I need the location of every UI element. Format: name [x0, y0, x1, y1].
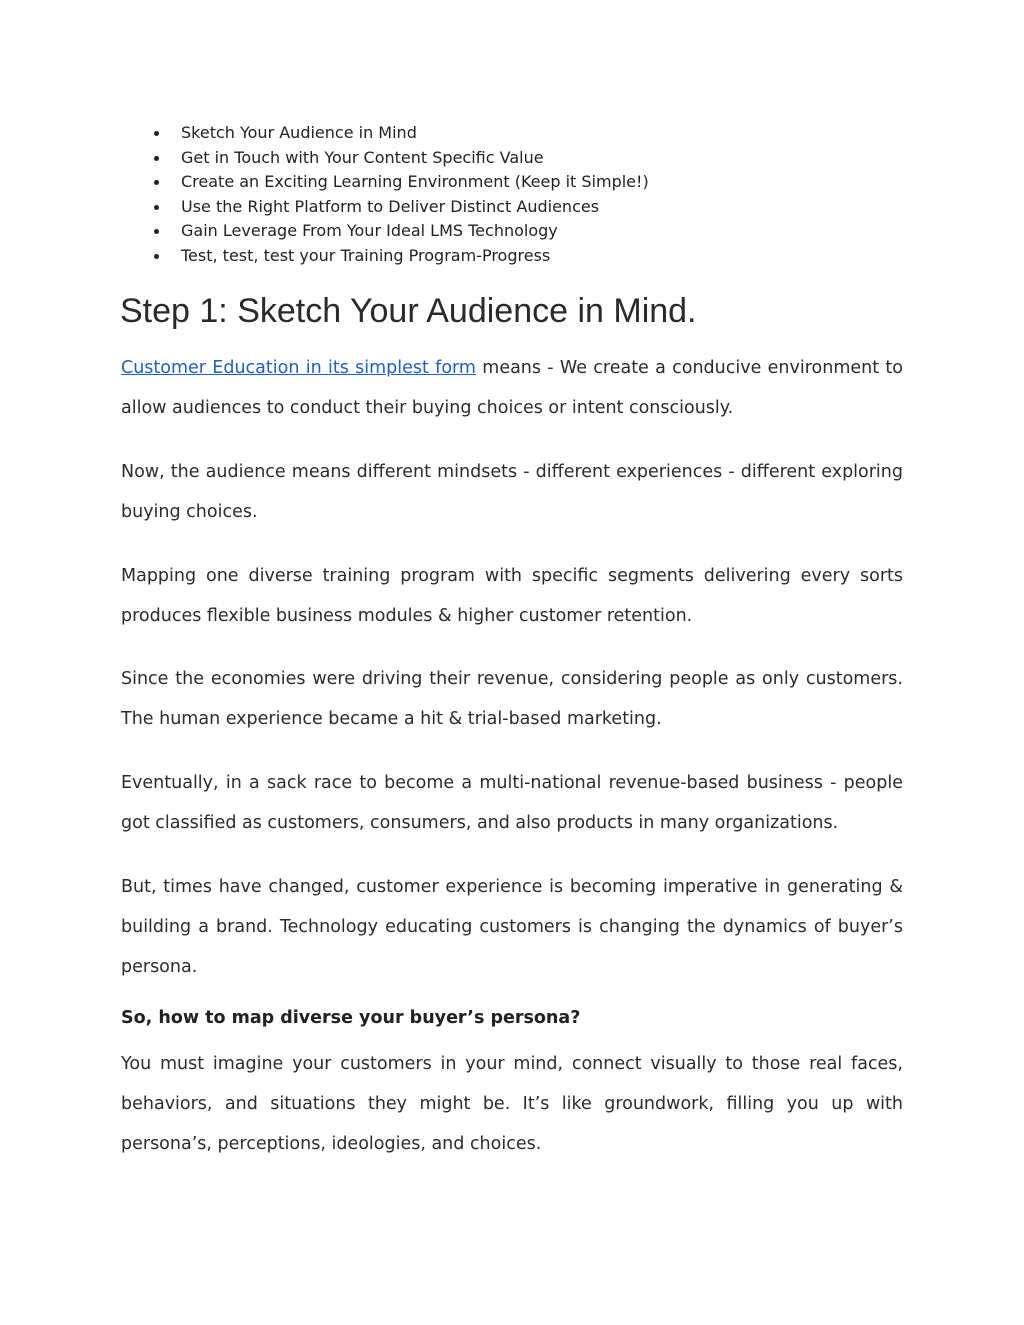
steps-bullet-list: [121, 121, 921, 269]
body-paragraph: Since the economies were driving their revenue, considering people as only customers. The human experience became a hit & trial-based marketing.: [121, 669, 903, 729]
step-heading: Step 1: Sketch Your Audience in Mind.: [120, 292, 697, 330]
bullet-item: [121, 195, 921, 220]
bullet-item: [121, 121, 921, 146]
body-paragraph: Mapping one diverse training program with specific segments delivering every sorts produces flexible business modules & higher customer retention.: [121, 566, 903, 626]
body-paragraph: But, times have changed, customer experience is becoming imperative in generating & building a brand. Technology educating customers is changing the dynamics of buyer’s persona.: [121, 877, 903, 977]
bullet-text: Create an Exciting Learning Environment (Keep it Simple!): [181, 172, 649, 192]
persona-subheading: So, how to map diverse your buyer’s persona?: [121, 1008, 581, 1028]
customer-education-link[interactable]: Customer Education in its simplest form: [121, 358, 476, 378]
closing-paragraph: You must imagine your customers in your mind, connect visually to those real faces, behaviors, and situations they might be. It’s like groundwork, filling you up with persona’s, perceptions, ideologies, and choices.: [121, 1054, 903, 1154]
bullet-text: Sketch Your Audience in Mind: [181, 123, 417, 142]
bullet-item: [121, 170, 921, 195]
bullet-item: [121, 146, 921, 171]
bullet-dot-icon: [154, 229, 159, 234]
bullet-item: [121, 244, 921, 269]
bullet-dot-icon: [154, 156, 159, 161]
intro-paragraph: [121, 348, 903, 428]
body-paragraph: Eventually, in a sack race to become a multi-national revenue-based business - people got classified as customers, consumers, and also products in many organizations.: [121, 773, 903, 833]
bullet-text: Use the Right Platform to Deliver Distinct Audiences: [181, 196, 600, 216]
bullet-dot-icon: [154, 254, 159, 259]
bullet-dot-icon: [154, 205, 159, 210]
bullet-dot-icon: [154, 180, 159, 185]
intro-text: means - We create a conducive environment to allow audiences to conduct their buying choices or intent consciously.: [121, 358, 903, 418]
bullet-text: Gain Leverage From Your Ideal LMS Technology: [181, 221, 558, 241]
bullet-text: Test, test, test your Training Program-Progress: [181, 245, 551, 265]
bullet-dot-icon: [154, 131, 159, 136]
bullet-text: Get in Touch with Your Content Specific Value: [181, 147, 544, 167]
body-paragraph: Now, the audience means different mindsets - different experiences - different exploring buying choices.: [121, 462, 903, 522]
bullet-item: [121, 219, 921, 244]
